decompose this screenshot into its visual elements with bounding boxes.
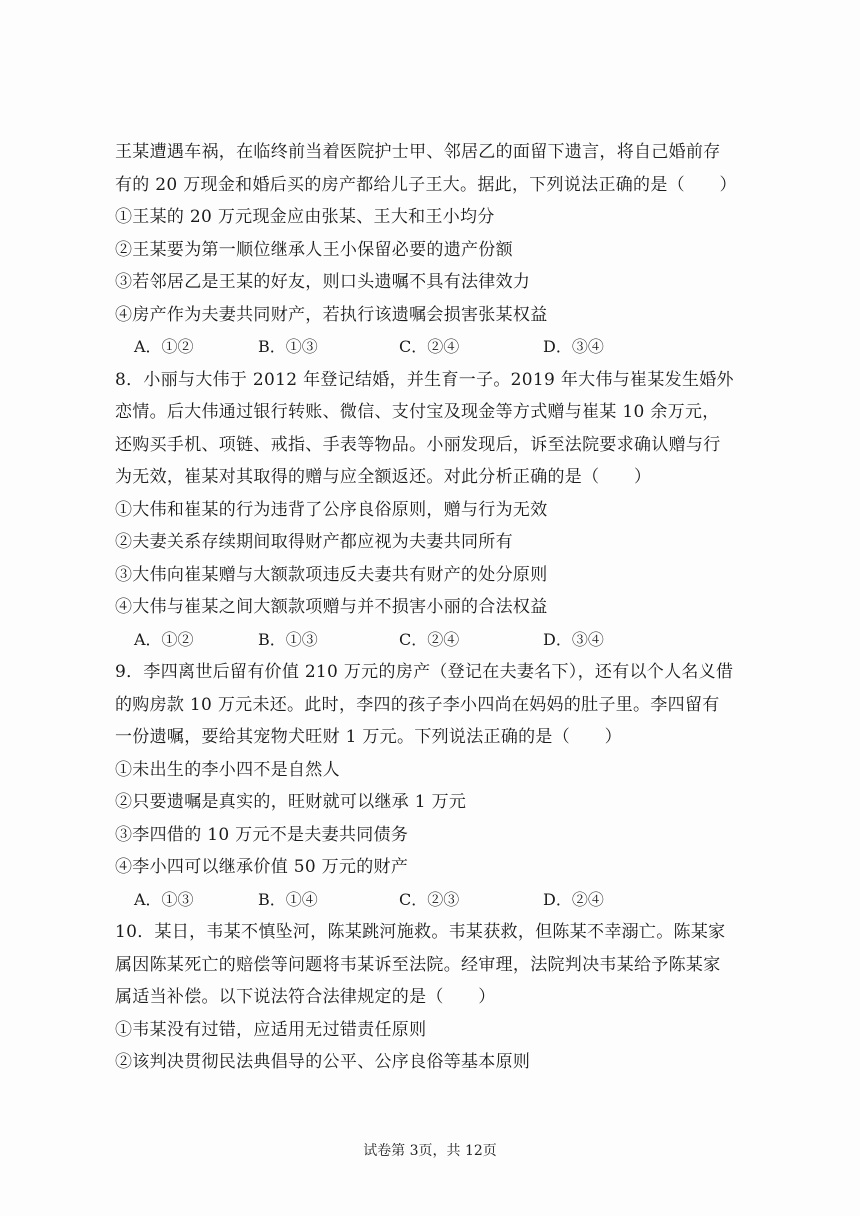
q9-stem-line-2: 的购房款 10 万元未还。此时，李四的孩子李小四尚在妈妈的肚子里。李四留有 bbox=[115, 694, 720, 715]
page-content bbox=[115, 136, 755, 1079]
q8-option-a: A．①② bbox=[134, 629, 194, 649]
q9-options bbox=[115, 884, 755, 917]
q8-option-c: C．②④ bbox=[399, 629, 460, 649]
q8-option-b: B．①③ bbox=[258, 629, 318, 649]
q9-option-a: A．①③ bbox=[134, 889, 194, 909]
q8-stem-line-1: 8．小丽与大伟于 2012 年登记结婚，并生育一子。2019 年大伟与崔某发生婚外 bbox=[115, 369, 734, 390]
q9-stem-line-1: 9．李四离世后留有价值 210 万元的房产（登记在夫妻名下），还有以个人名义借 bbox=[115, 662, 734, 682]
q9-statement-4: ④李小四可以继承价值 50 万元的财产 bbox=[115, 857, 409, 877]
q9-stem-line-3: 一份遗嘱，要给其宠物犬旺财 1 万元。下列说法正确的是（ ） bbox=[115, 727, 622, 747]
q7-option-d: D．③④ bbox=[543, 337, 604, 356]
question-7 bbox=[115, 136, 755, 364]
q9-statement-3: ③李四借的 10 万元不是夫妻共同债务 bbox=[115, 824, 409, 845]
q10-statement-1: ①韦某没有过错，应适用无过错责任原则 bbox=[115, 1019, 427, 1040]
q7-statement-3: ③若邻居乙是王某的好友，则口头遗嘱不具有法律效力 bbox=[115, 272, 531, 292]
q8-statement-3: ③大伟向崔某赠与大额款项违反夫妻共有财产的处分原则 bbox=[115, 564, 548, 585]
q9-option-c: C．②③ bbox=[399, 889, 460, 909]
q9-statement-1: ①未出生的李小四不是自然人 bbox=[115, 759, 340, 780]
q8-stem-line-3: 还购买手机、项链、戒指、手表等物品。小丽发现后，诉至法院要求确认赠与行 bbox=[115, 434, 721, 455]
question-10 bbox=[115, 916, 755, 1079]
q7-statement-2: ②王某要为第一顺位继承人王小保留必要的遗产份额 bbox=[115, 239, 513, 260]
q10-stem-line-1: 10．某日，韦某不慎坠河，陈某跳河施救。韦某获救，但陈某不幸溺亡。陈某家 bbox=[115, 922, 726, 942]
q7-options bbox=[115, 331, 755, 364]
q9-statement-2: ②只要遗嘱是真实的，旺财就可以继承 1 万元 bbox=[115, 792, 467, 812]
q7-option-c: C．②④ bbox=[399, 337, 460, 356]
q10-stem-line-2: 属因陈某死亡的赔偿等问题将韦某诉至法院。经审理，法院判决韦某给予陈某家 bbox=[115, 954, 721, 975]
q8-stem-line-4: 为无效，崔某对其取得的赠与应全额返还。对此分析正确的是（ ） bbox=[115, 467, 652, 487]
q8-stem-line-2: 恋情。后大伟通过银行转账、微信、支付宝及现金等方式赠与崔某 10 余万元， bbox=[115, 402, 720, 422]
q10-statement-2: ②该判决贯彻民法典倡导的公平、公序良俗等基本原则 bbox=[115, 1052, 531, 1072]
q8-statement-4: ④大伟与崔某之间大额款项赠与并不损害小丽的合法权益 bbox=[115, 597, 548, 617]
q7-statement-4: ④房产作为夫妻共同财产，若执行该遗嘱会损害张某权益 bbox=[115, 304, 548, 325]
q7-statement-1: ①王某的 20 万元现金应由张某、王大和王小均分 bbox=[115, 207, 495, 227]
q9-option-b: B．①④ bbox=[258, 889, 318, 909]
q7-option-b: B．①③ bbox=[258, 337, 318, 356]
q8-options bbox=[115, 624, 755, 657]
q7-option-a: A．①② bbox=[134, 337, 194, 356]
question-8 bbox=[115, 364, 755, 657]
q7-stem-line-1: 王某遭遇车祸，在临终前当着医院护士甲、邻居乙的面留下遗言，将自己婚前存 bbox=[115, 142, 721, 162]
q8-statement-2: ②夫妻关系存续期间取得财产都应视为夫妻共同所有 bbox=[115, 532, 513, 552]
page-footer: 试卷第 3页，共 12页 bbox=[363, 1143, 497, 1159]
q8-option-d: D．③④ bbox=[543, 629, 604, 649]
q8-statement-1: ①大伟和崔某的行为违背了公序良俗原则，赠与行为无效 bbox=[115, 499, 548, 520]
q10-stem-line-3: 属适当补偿。以下说法符合法律规定的是（ ） bbox=[115, 987, 496, 1007]
q7-stem-line-2: 有的 20 万现金和婚后买的房产都给儿子王大。据此，下列说法正确的是（ ） bbox=[115, 174, 737, 195]
q9-option-d: D．②④ bbox=[543, 889, 604, 909]
question-9 bbox=[115, 656, 755, 916]
